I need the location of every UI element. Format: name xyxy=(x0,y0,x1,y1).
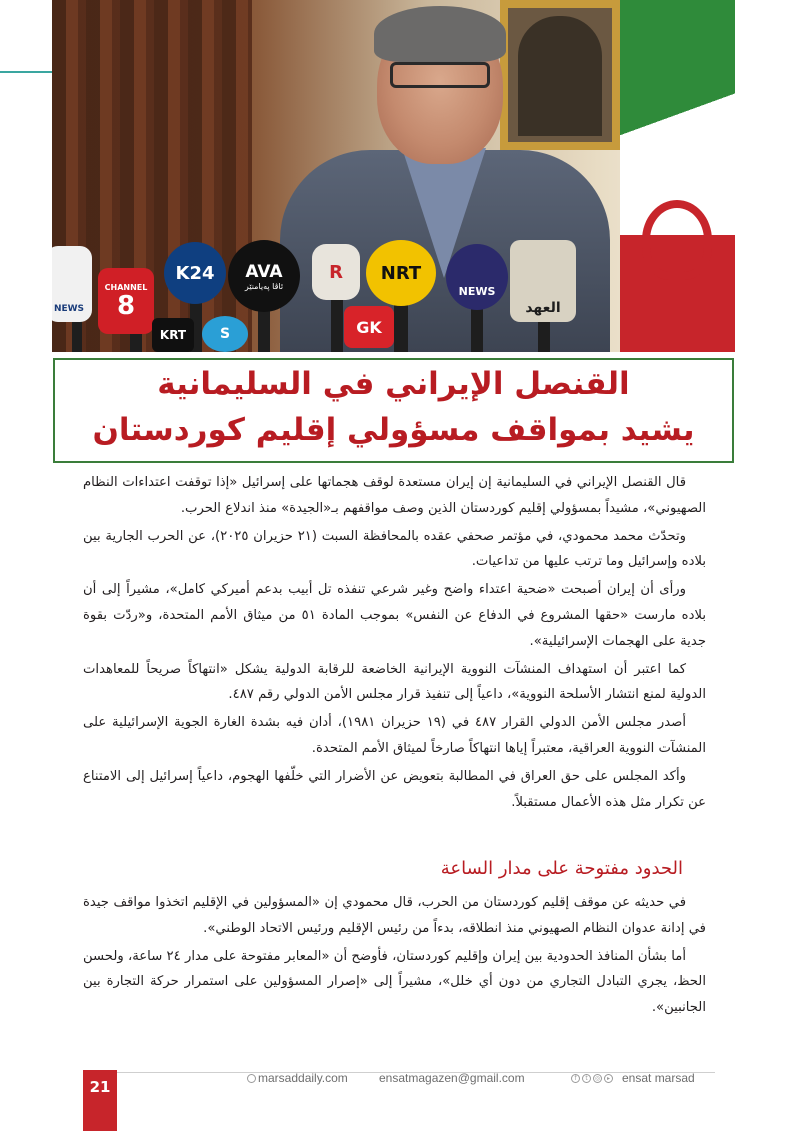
headline-line-2: يشيد بمواقف مسؤولي إقليم كوردستان xyxy=(92,412,695,448)
paragraph: وأكد المجلس على حق العراق في المطالبة بتعويض عن الأضرار التي خلّفها الهجوم، داعياً إسرائيل إلى الامتناع عن تكرار مثل هذه الأعمال مستقبلاً. xyxy=(83,768,706,810)
headline-line-1: القنصل الإيراني في السليمانية xyxy=(157,366,630,402)
mic-gk: GK xyxy=(344,306,394,348)
portrait-frame xyxy=(500,0,620,150)
iran-flag xyxy=(620,0,735,352)
social-icons xyxy=(571,1074,613,1083)
top-accent-line xyxy=(0,71,52,73)
mic-krt: KRT xyxy=(152,318,194,352)
page-number: 21 xyxy=(83,1070,117,1131)
mic-channel8: CHANNEL 8 xyxy=(98,268,154,334)
footer-brand: ensat marsad xyxy=(622,1071,695,1085)
paragraph: أصدر مجلس الأمن الدولي القرار ٤٨٧ في (١٩ حزيران ١٩٨١)، أدان فيه بشدة الغارة الجوية الإسرائيلية على المنشآت النووية العراقية، معتبراً إياها انتهاكاً صارخاً لميثاق الأمم المتحدة. xyxy=(83,715,706,756)
paragraph: في حديثه عن موقف إقليم كوردستان من الحرب، قال محمودي إن «المسؤولين في الإقليم اتخذوا مواقف جيدة في إدانة عدوان النظام الصهيوني منذ انطلاقه، بدءاً من رئيس الإقليم ورئيس الاتحاد الوطني». xyxy=(83,895,706,936)
mic-ava: AVA ئاڤا پەیامنێر xyxy=(228,240,300,312)
paragraph: ورأى أن إيران أصبحت «ضحية اعتداء واضح وغير شرعي تنفذه تل أبيب بدعم أميركي كامل»، مشيراً إلى أن بلاده مارست «حقها المشروع في الدفاع عن النفس» بموجب المادة ٥١ من ميثاق الأمم المتحدة، و«ردّت بقوة جدية على الهجمات الإسرائيلية». xyxy=(83,582,706,649)
instagram-icon[interactable]: ◎ xyxy=(594,1075,601,1082)
youtube-icon[interactable]: ▸ xyxy=(604,1074,613,1083)
press-conference-photo xyxy=(52,0,735,352)
paragraph: أما بشأن المنافذ الحدودية بين إيران وإقليم كوردستان، فأوضح أن «المعابر مفتوحة على مدار ٢٤ ساعة، ولحسن الحظ، يجري التبادل التجاري من دون أي خلل»، مشيراً إلى «إصرار المسؤولين على استمرار حركة التجارة بين الجانبين». xyxy=(83,948,706,1016)
twitter-icon[interactable]: t xyxy=(582,1074,591,1083)
mic-rudaw: R xyxy=(312,244,360,300)
mic-nrt: NRT xyxy=(366,240,436,306)
mic-news-left: NEWS xyxy=(52,246,92,322)
globe-icon xyxy=(247,1074,256,1083)
footer-email[interactable]: ensatmagazen@gmail.com xyxy=(379,1071,525,1085)
article-body-section-2 xyxy=(83,890,706,1023)
mic-speda: S xyxy=(202,316,248,352)
mic-alahad: العهد xyxy=(510,240,576,322)
mic-news-center: NEWS xyxy=(446,244,508,310)
section-subheading: الحدود مفتوحة على مدار الساعة xyxy=(440,858,683,879)
article-body xyxy=(83,470,706,817)
paragraph: كما اعتبر أن استهداف المنشآت النووية الإيرانية الخاضعة للرقابة الدولية يشكل «انتهاكاً صريحاً للمعاهدات الدولية لمنع انتشار الأسلحة النووية»، داعياً إلى تنفيذ قرار مجلس الأمن الدولي رقم ٤٨٧. xyxy=(83,661,706,703)
headline-box xyxy=(53,358,734,463)
glasses xyxy=(390,62,490,88)
paragraph: قال القنصل الإيراني في السليمانية إن إيران مستعدة لوقف هجماتها على إسرائيل «إذا توقفت اعتداءات النظام الصهيوني»، مشيداً بمسؤولي إقليم كوردستان الذين وصف مواقفهم بـ«الجيدة» منذ اندلاع الحرب. xyxy=(83,475,706,516)
paragraph: وتحدّث محمد محمودي، في مؤتمر صحفي عقده بالمحافظة السبت (٢١ حزيران ٢٠٢٥)، عن الحرب الجارية بين بلاده وإسرائيل وما ترتب عليها من تداعيات. xyxy=(83,528,706,570)
mic-k24: K24 xyxy=(164,242,226,304)
footer-website[interactable]: marsaddaily.com xyxy=(247,1071,348,1085)
facebook-icon[interactable]: f xyxy=(571,1074,580,1083)
